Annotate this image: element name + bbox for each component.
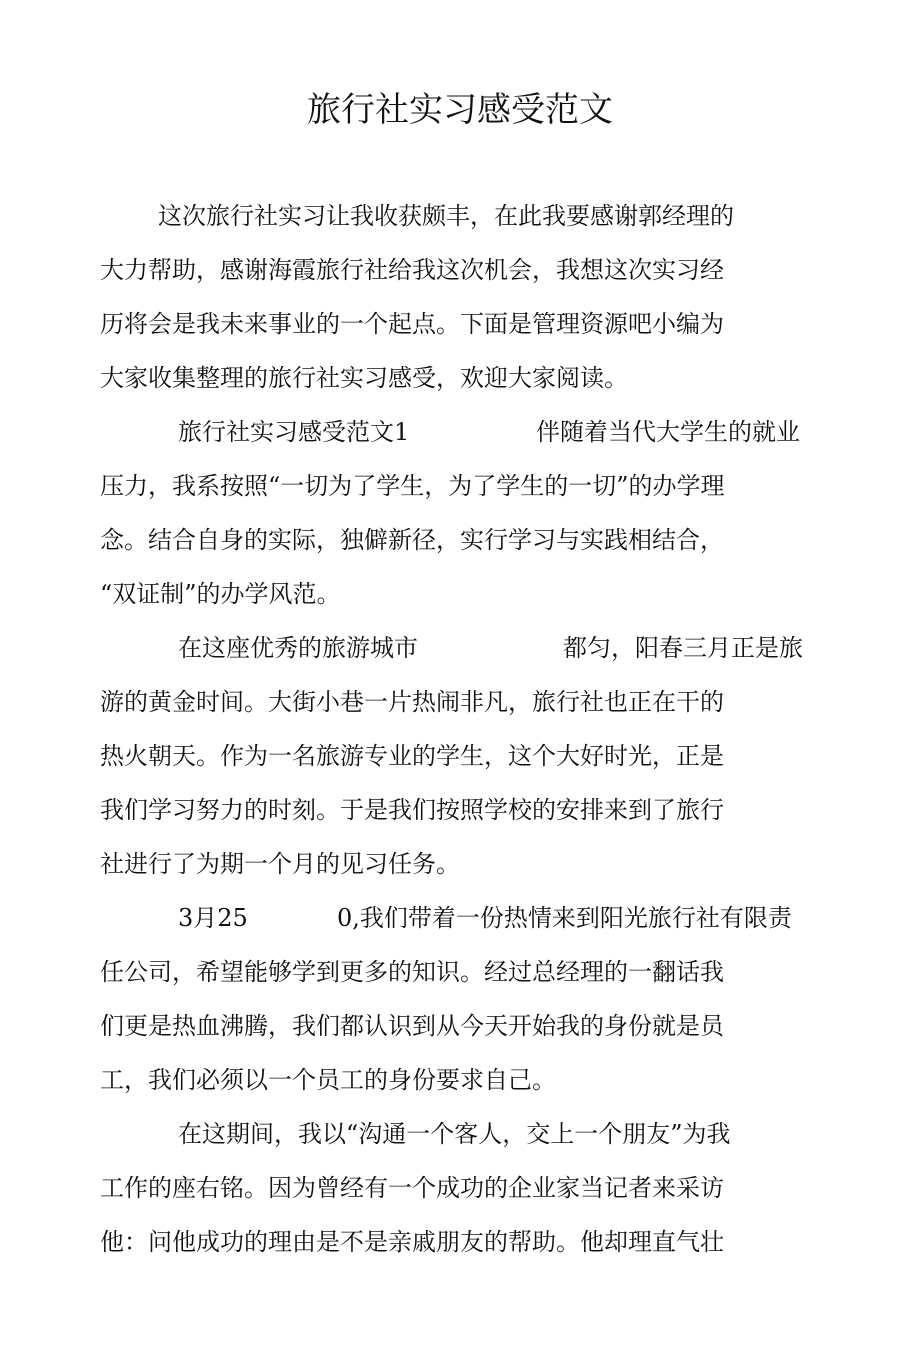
- paragraph-3-line-2: 游的黄金时间。大街小巷一片热闹非凡，旅行社也正在干的: [100, 688, 724, 716]
- paragraph-5-line-2: 工作的座右铭。因为曾经有一个成功的企业家当记者来采访: [100, 1174, 724, 1202]
- paragraph-3-line-5: 社进行了为期一个月的见习任务。: [100, 850, 460, 878]
- paragraph-2-line-3: 念。结合自身的实际，独僻新径，实行学习与实践相结合，: [100, 526, 724, 554]
- paragraph-3-line-1-right: 都匀，阳春三月正是旅: [563, 634, 803, 662]
- paragraph-1-line-4: 大家收集整理的旅行社实习感受，欢迎大家阅读。: [100, 364, 628, 392]
- paragraph-2-line-2: 压力，我系按照“一切为了学生，为了学生的一切”的办学理: [100, 472, 725, 500]
- paragraph-5-line-3: 他：问他成功的理由是不是亲戚朋友的帮助。他却理直气壮: [100, 1228, 724, 1256]
- paragraph-5-line-1: 在这期间，我以“沟通一个客人，交上一个朋友”为我: [178, 1120, 731, 1148]
- paragraph-1-line-1: 这次旅行社实习让我收获颇丰，在此我要感谢郭经理的: [158, 202, 734, 230]
- paragraph-4-line-4: 工，我们必须以一个员工的身份要求自己。: [100, 1066, 556, 1094]
- paragraph-3-line-1-left: 在这座优秀的旅游城市: [178, 634, 418, 662]
- paragraph-2-line-4: “双证制”的办学风范。: [100, 580, 341, 608]
- paragraph-4-line-2: 任公司，希望能够学到更多的知识。经过总经理的一翻话我: [100, 958, 724, 986]
- paragraph-3-line-3: 热火朝天。作为一名旅游专业的学生，这个大好时光，正是: [100, 742, 724, 770]
- paragraph-2-line-1-right: 伴随着当代大学生的就业: [536, 418, 800, 446]
- document-title: 旅行社实习感受范文: [307, 90, 613, 130]
- paragraph-4-line-3: 们更是热血沸腾，我们都认识到从今天开始我的身份就是员: [100, 1012, 724, 1040]
- paragraph-3-line-4: 我们学习努力的时刻。于是我们按照学校的安排来到了旅行: [100, 796, 724, 824]
- paragraph-2-heading: 旅行社实习感受范文1: [178, 418, 410, 446]
- paragraph-4-line-1-right: 0,我们带着一份热情来到阳光旅行社有限责: [337, 904, 792, 932]
- paragraph-4-date: 3月25: [178, 904, 248, 932]
- paragraph-1-line-2: 大力帮助，感谢海霞旅行社给我这次机会，我想这次实习经: [100, 256, 724, 284]
- paragraph-1-line-3: 历将会是我未来事业的一个起点。下面是管理资源吧小编为: [100, 310, 724, 338]
